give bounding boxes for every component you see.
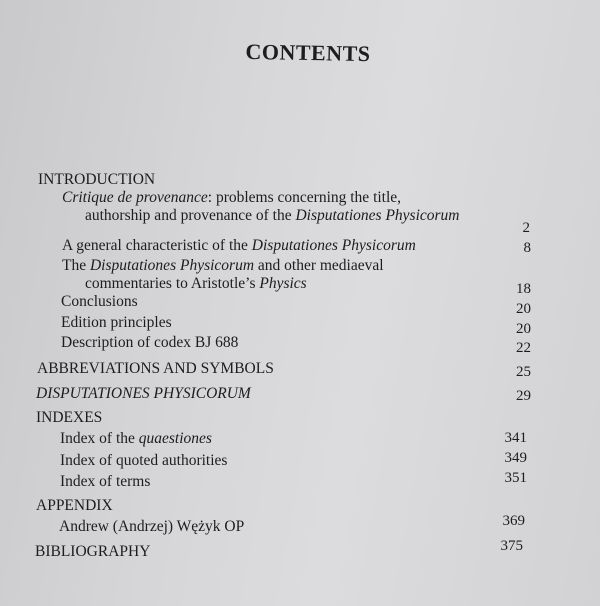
toc-entry-conclusions: Conclusions [61, 293, 138, 310]
toc-page-general-characteristic: 8 [523, 240, 531, 256]
toc-page-critique: 2 [522, 220, 530, 236]
toc-page-mediaeval: 18 [516, 281, 531, 297]
toc-entry-critique-line2 [85, 207, 460, 224]
toc-entry-codex-description: Description of codex BJ 688 [61, 334, 239, 351]
toc-entry-mediaeval-rest: and other mediaeval [254, 257, 384, 274]
toc-page-index-quaestiones: 341 [504, 430, 527, 446]
section-introduction: INTRODUCTION [38, 171, 156, 188]
toc-entry-critique-line2-italic: Disputationes Physicorum [295, 207, 460, 224]
toc-page-disputationes: 29 [516, 388, 531, 404]
section-indexes: INDEXES [36, 409, 103, 426]
toc-entry-index-quaestiones-italic: quaestiones [138, 430, 212, 447]
toc-page-index-authorities: 349 [504, 450, 527, 466]
toc-entry-critique-italic: Critique de provenance [62, 189, 208, 206]
toc-page-codex-description: 22 [516, 340, 531, 356]
section-abbreviations: ABBREVIATIONS AND SYMBOLS [37, 360, 274, 377]
toc-entry-general-characteristic [62, 237, 416, 254]
toc-page-conclusions: 20 [516, 301, 531, 317]
toc-page-bibliography: 375 [500, 538, 523, 554]
toc-entry-index-terms: Index of terms [60, 473, 151, 490]
toc-entry-general-italic: Disputationes Physicorum [251, 237, 416, 254]
toc-page-appendix-wezyk: 369 [502, 513, 525, 529]
toc-entry-mediaeval-line2-plain: commentaries to Aristotle’s [85, 275, 260, 292]
section-bibliography: BIBLIOGRAPHY [35, 543, 151, 560]
toc-entry-mediaeval-line2 [85, 275, 307, 292]
toc-entry-mediaeval-plain: The [62, 257, 90, 274]
section-disputationes-italic: DISPUTATIONES PHYSICORUM [36, 385, 251, 402]
section-appendix: APPENDIX [36, 497, 113, 514]
toc-entry-index-quaestiones-plain: Index of the [60, 430, 139, 447]
toc-entry-mediaeval-line1 [62, 257, 384, 274]
toc-entry-index-quaestiones [60, 430, 212, 447]
toc-entry-index-authorities: Index of quoted authorities [60, 452, 228, 469]
toc-entry-mediaeval-italic: Disputationes Physicorum [89, 257, 255, 274]
toc-entry-critique-rest: : problems concerning the title, [207, 189, 402, 206]
toc-entry-general-plain: A general characteristic of the [62, 237, 252, 254]
toc-page-index-terms: 351 [504, 470, 527, 486]
toc-page-abbreviations: 25 [516, 364, 531, 380]
toc-entry-appendix-wezyk: Andrew (Andrzej) Wężyk OP [59, 518, 245, 535]
page-title: CONTENTS [245, 38, 371, 67]
toc-page-edition-principles: 20 [516, 321, 531, 337]
section-disputationes [36, 385, 251, 402]
toc-entry-critique-line1 [62, 189, 401, 206]
toc-entry-edition-principles: Edition principles [61, 314, 172, 331]
toc-entry-mediaeval-line2-italic: Physics [259, 275, 307, 292]
toc-entry-critique-line2-plain: authorship and provenance of the [85, 207, 296, 224]
